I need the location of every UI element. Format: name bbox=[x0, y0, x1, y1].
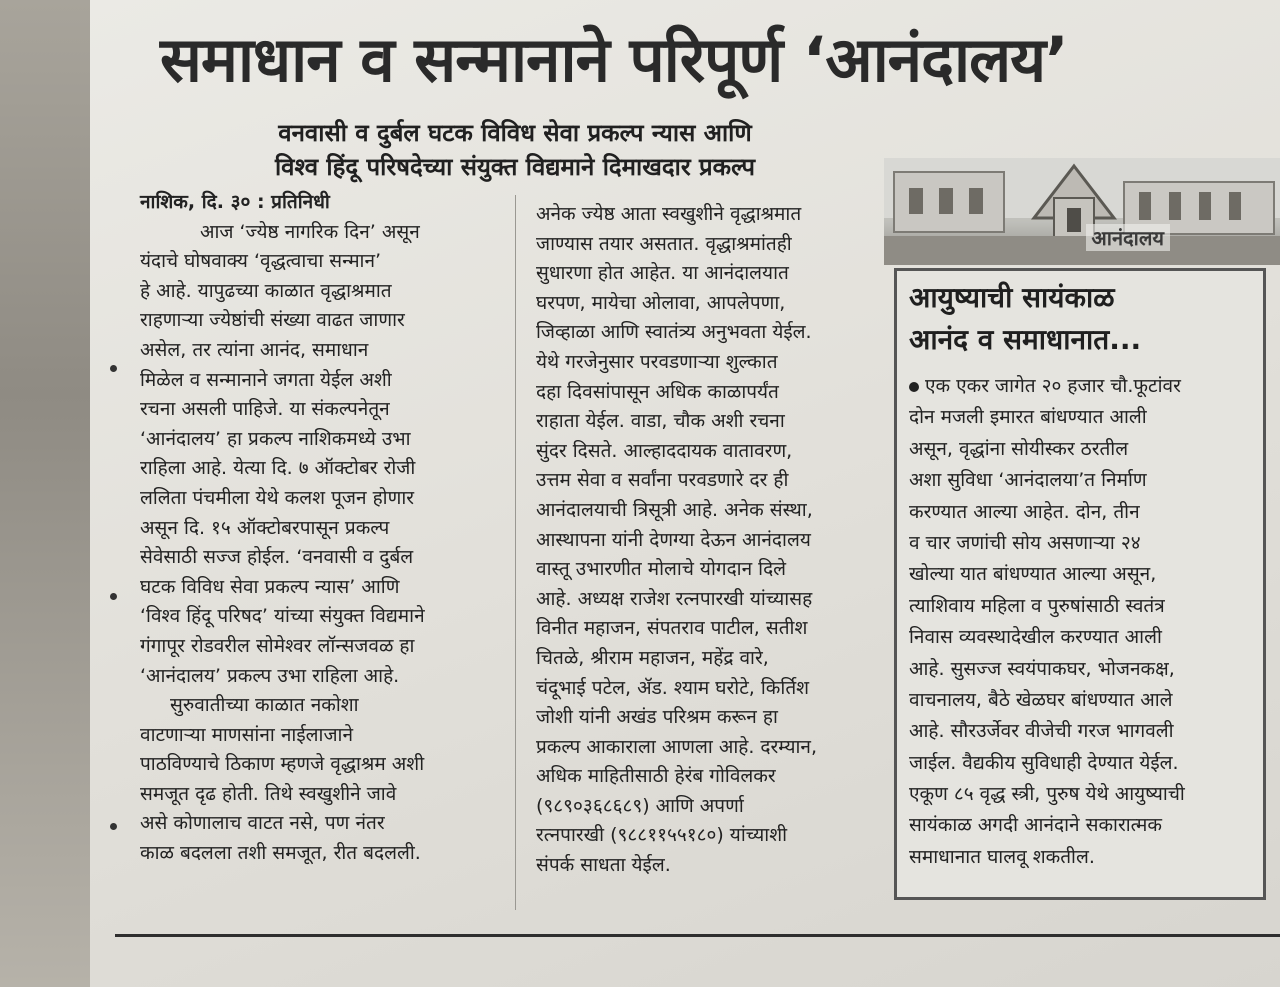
article-line: समजूत दृढ होती. तिथे स्वखुशीने जावे bbox=[140, 782, 397, 805]
sidebar-line: असून, वृद्धांना सोयीस्कर ठरतील bbox=[909, 437, 1129, 460]
building-illustration bbox=[884, 158, 1280, 265]
sidebar-line: वाचनालय, बैठे खेळघर बांधण्यात आले bbox=[909, 688, 1173, 711]
article-line: संपर्क साधता येईल. bbox=[536, 854, 671, 877]
sidebar-line: एकूण ८५ वृद्ध स्त्री, पुरुष येथे आयुष्याची bbox=[909, 783, 1185, 806]
article-line: आनंदालयाची त्रिसूत्री आहे. अनेक संस्था, bbox=[536, 498, 813, 521]
article-line: राहणाऱ्या ज्येष्ठांची संख्या वाढत जाणार bbox=[140, 309, 405, 332]
sidebar-text bbox=[909, 371, 1259, 873]
sidebar-line: आहे. सौरउर्जेवर वीजेची गरज भागवली bbox=[909, 720, 1174, 743]
article-line: (९८९०३६८६८९) आणि अपर्णा bbox=[536, 794, 744, 817]
article-line: वास्तू उभारणीत मोलाचे योगदान दिले bbox=[536, 558, 787, 581]
article-line: यंदाचे घोषवाक्य ‘वृद्धत्वाचा सन्मान’ bbox=[140, 250, 382, 273]
article-line: चंदूभाई पटेल, ॲड. श्याम घरोटे, किर्तिश bbox=[536, 676, 810, 699]
sidebar-title bbox=[909, 277, 1249, 361]
sidebar-line: व चार जणांची सोय असणाऱ्या २४ bbox=[909, 531, 1141, 554]
sidebar-title-line: आयुष्याची सायंकाळ bbox=[909, 281, 1115, 314]
article-line: रचना असली पाहिजे. या संकल्पनेतून bbox=[140, 398, 390, 421]
article-line: चितळे, श्रीराम महाजन, महेंद्र वारे, bbox=[536, 646, 769, 669]
article-line: अधिक माहितीसाठी हेरंब गोविलकर bbox=[536, 765, 776, 788]
article-line: जाण्यास तयार असतात. वृद्धाश्रमांतही bbox=[536, 232, 792, 255]
article-line: राहाता येईल. वाडा, चौक अशी रचना bbox=[536, 410, 785, 433]
article-line: रत्नपारखी (९८८११५५१८०) यांच्याशी bbox=[536, 824, 788, 847]
article-line: हे आहे. यापुढच्या काळात वृद्धाश्रमात bbox=[140, 279, 392, 302]
article-line: वाटणाऱ्या माणसांना नाईलाजाने bbox=[140, 723, 354, 746]
dateline: नाशिक, दि. ३० : प्रतिनिधी bbox=[140, 191, 330, 213]
article-line: प्रकल्प आकाराला आणला आहे. दरम्यान, bbox=[536, 735, 817, 758]
article-line: दहा दिवसांपासून अधिक काळापर्यंत bbox=[536, 380, 779, 403]
article-line: मिळेल व सन्मानाने जगता येईल अशी bbox=[140, 368, 392, 391]
sidebar-line: अशा सुविधा ‘आनंदालया’त निर्माण bbox=[909, 469, 1147, 492]
building-photo bbox=[884, 158, 1280, 265]
article-line: पाठविण्याचे ठिकाण म्हणजे वृद्धाश्रम अशी bbox=[140, 753, 425, 776]
article-line: सेवेसाठी सज्ज होईल. ‘वनवासी व दुर्बल bbox=[140, 546, 414, 569]
margin-mark bbox=[110, 365, 117, 372]
sidebar-line: त्याशिवाय महिला व पुरुषांसाठी स्वतंत्र bbox=[909, 594, 1165, 617]
subheadline-line: विश्व हिंदू परिषदेच्या संयुक्त विद्यमाने दिमाखदार प्रकल्प bbox=[274, 153, 756, 181]
margin-mark bbox=[110, 823, 117, 830]
subheadline-line: वनवासी व दुर्बल घटक विविध सेवा प्रकल्प न्यास आणि bbox=[278, 119, 752, 147]
sidebar-line: दोन मजली इमारत बांधण्यात आली bbox=[909, 406, 1147, 429]
article-line: अनेक ज्येष्ठ आता स्वखुशीने वृद्धाश्रमात bbox=[536, 203, 802, 225]
article-line: उत्तम सेवा व सर्वांना परवडणारे दर ही bbox=[536, 469, 789, 492]
article-line: विनीत महाजन, संपतराव पाटील, सतीश bbox=[536, 617, 808, 640]
article-line: घटक विविध सेवा प्रकल्प न्यास’ आणि bbox=[140, 575, 400, 598]
sidebar-line bbox=[909, 371, 1259, 402]
subheadline bbox=[150, 116, 880, 184]
article-line: जोशी यांनी अखंड परिश्रम करून हा bbox=[536, 706, 778, 729]
sidebar-line: खोल्या यात बांधण्यात आल्या असून, bbox=[909, 563, 1157, 586]
article-line: आहे. अध्यक्ष राजेश रत्नपारखी यांच्यासह bbox=[536, 587, 813, 610]
margin-mark bbox=[110, 593, 117, 600]
sidebar-line: समाधानात घालवू शकतील. bbox=[909, 845, 1095, 868]
article-line: ‘विश्व हिंदू परिषद’ यांच्या संयुक्त विद्यमाने bbox=[140, 605, 425, 628]
article-line: ललिता पंचमीला येथे कलश पूजन होणार bbox=[140, 486, 415, 509]
article-line: गंगापूर रोडवरील सोमेश्वर लॉन्सजवळ हा bbox=[140, 634, 415, 657]
article-line: असे कोणालाच वाटत नसे, पण नंतर bbox=[140, 812, 385, 835]
article-line: ‘आनंदालय’ प्रकल्प उभा राहिला आहे. bbox=[140, 664, 400, 687]
sidebar-line: आहे. सुसज्ज स्वयंपाकघर, भोजनकक्ष, bbox=[909, 657, 1175, 680]
sidebar-title-line: आनंद व समाधानात... bbox=[909, 323, 1142, 356]
sidebar-line: जाईल. वैद्यकीय सुविधाही देण्यात येईल. bbox=[909, 751, 1179, 774]
sidebar-line: करण्यात आल्या आहेत. दोन, तीन bbox=[909, 500, 1140, 523]
article-line: सुंदर दिसते. आल्हाददायक वातावरण, bbox=[536, 439, 793, 462]
sidebar-line-text: एक एकर जागेत २० हजार चौ.फूटांवर bbox=[925, 375, 1181, 397]
article-line: जिव्हाळा आणि स्वातंत्र्य अनुभवता येईल. bbox=[536, 321, 812, 344]
bullet-icon bbox=[909, 382, 919, 392]
article-line: आज ‘ज्येष्ठ नागरिक दिन’ असून bbox=[200, 220, 420, 243]
sidebar-box bbox=[894, 268, 1266, 900]
article-line: ‘आनंदालय’ हा प्रकल्प नाशिकमध्ये उभा bbox=[140, 427, 411, 450]
article-line: येथे गरजेनुसार परवडणाऱ्या शुल्कात bbox=[536, 350, 778, 373]
article-line: घरपण, मायेचा ओलावा, आपलेपणा, bbox=[536, 291, 786, 314]
photo-caption: आनंदालय bbox=[1086, 224, 1171, 251]
headline: समाधान व सन्मानाने परिपूर्ण ‘आनंदालय’ bbox=[160, 23, 1068, 96]
article-line: सुरुवातीच्या काळात नकोशा bbox=[170, 694, 359, 717]
column-divider bbox=[515, 195, 516, 910]
article-line: असून दि. १५ ऑक्टोबरपासून प्रकल्प bbox=[140, 516, 390, 539]
bottom-rule bbox=[115, 934, 1280, 937]
article-line: असेल, तर त्यांना आनंद, समाधान bbox=[140, 338, 369, 361]
article-column-2 bbox=[536, 200, 886, 881]
article-line: राहिला आहे. येत्या दि. ७ ऑक्टोबर रोजी bbox=[140, 457, 416, 480]
article-line: काळ बदलला तशी समजूत, रीत बदलली. bbox=[140, 842, 421, 865]
article-column-1 bbox=[140, 188, 500, 869]
article-line: सुधारणा होत आहेत. या आनंदालयात bbox=[536, 262, 789, 285]
sidebar-line: निवास व्यवस्थादेखील करण्यात आली bbox=[909, 626, 1162, 649]
article-line: आस्थापना यांनी देणग्या देऊन आनंदालय bbox=[536, 528, 811, 551]
sidebar-line: सायंकाळ अगदी आनंदाने सकारात्मक bbox=[909, 814, 1162, 837]
